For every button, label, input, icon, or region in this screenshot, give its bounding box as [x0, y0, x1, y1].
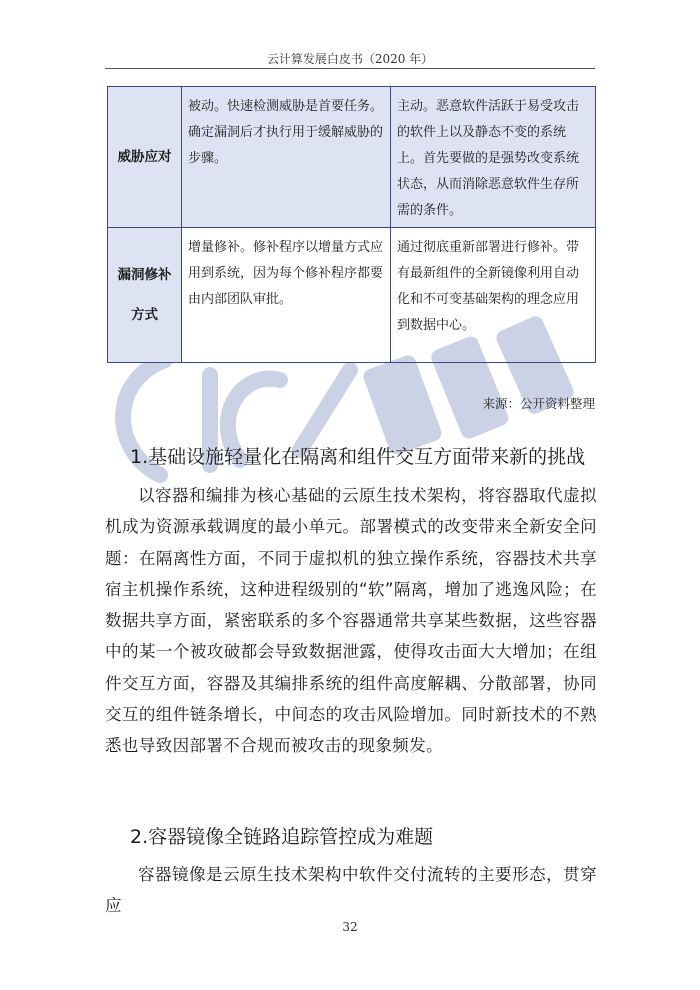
comparison-table	[107, 86, 596, 363]
table-row	[108, 87, 596, 228]
section-paragraph-2: 容器镜像是云原生技术架构中软件交付流转的主要形态，贯穿应	[105, 865, 597, 916]
section-paragraph-1: 以容器和编排为核心基础的云原生技术架构，将容器取代虚拟机成为资源承载调度的最小单元。部署模式的改变带来全新安全问题：在隔离性方面，不同于虚拟机的独立操作系统，容器技术共享宿主机操作系统，这种进程级别的“软”隔离，增加了逃逸风险；在数据共享方面，紧密联系的多个容器通常共享某些数据，这些容器中的某一个被攻破都会导致数据泄露，使得攻击面大大增加；在组件交互方面，容器及其编排系统的组件高度解耦、分散部署，协同交互的组件链条增长，中间态的攻击风险增加。同时新技术的不熟悉也导致因部署不合规而被攻击的现象频发。	[105, 486, 597, 756]
header-title: 云计算发展白皮书（2020 年）	[266, 52, 434, 66]
section-heading-2: 2.容器镜像全链路追踪管控成为难题	[130, 826, 434, 848]
table-source-note: 来源：公开资料整理	[482, 396, 595, 411]
row-header-patching	[108, 228, 182, 363]
header-divider	[105, 68, 595, 69]
table-cell: 通过彻底重新部署进行修补。带有最新组件的全新镜像利用自动化和不可变基础架构的理念应用到数据中心。	[391, 228, 596, 363]
section-heading-1: 1.基础设施轻量化在隔离和组件交互方面带来新的挑战	[130, 446, 586, 468]
table-cell: 被动。快速检测威胁是首要任务。确定漏洞后才执行用于缓解威胁的步骤。	[182, 87, 391, 228]
row-header-threat-response: 威胁应对	[108, 87, 182, 228]
page-number: 32	[342, 920, 358, 934]
row-header-label: 漏洞修补方式	[117, 267, 172, 323]
table-row	[108, 228, 596, 363]
table-cell: 增量修补。修补程序以增量方式应用到系统，因为每个修补程序都要由内部团队审批。	[182, 228, 391, 363]
table-cell: 主动。恶意软件活跃于易受攻击的软件上以及静态不变的系统上。首先要做的是强势改变系统状态，从而消除恶意软件生存所需的条件。	[391, 87, 596, 228]
